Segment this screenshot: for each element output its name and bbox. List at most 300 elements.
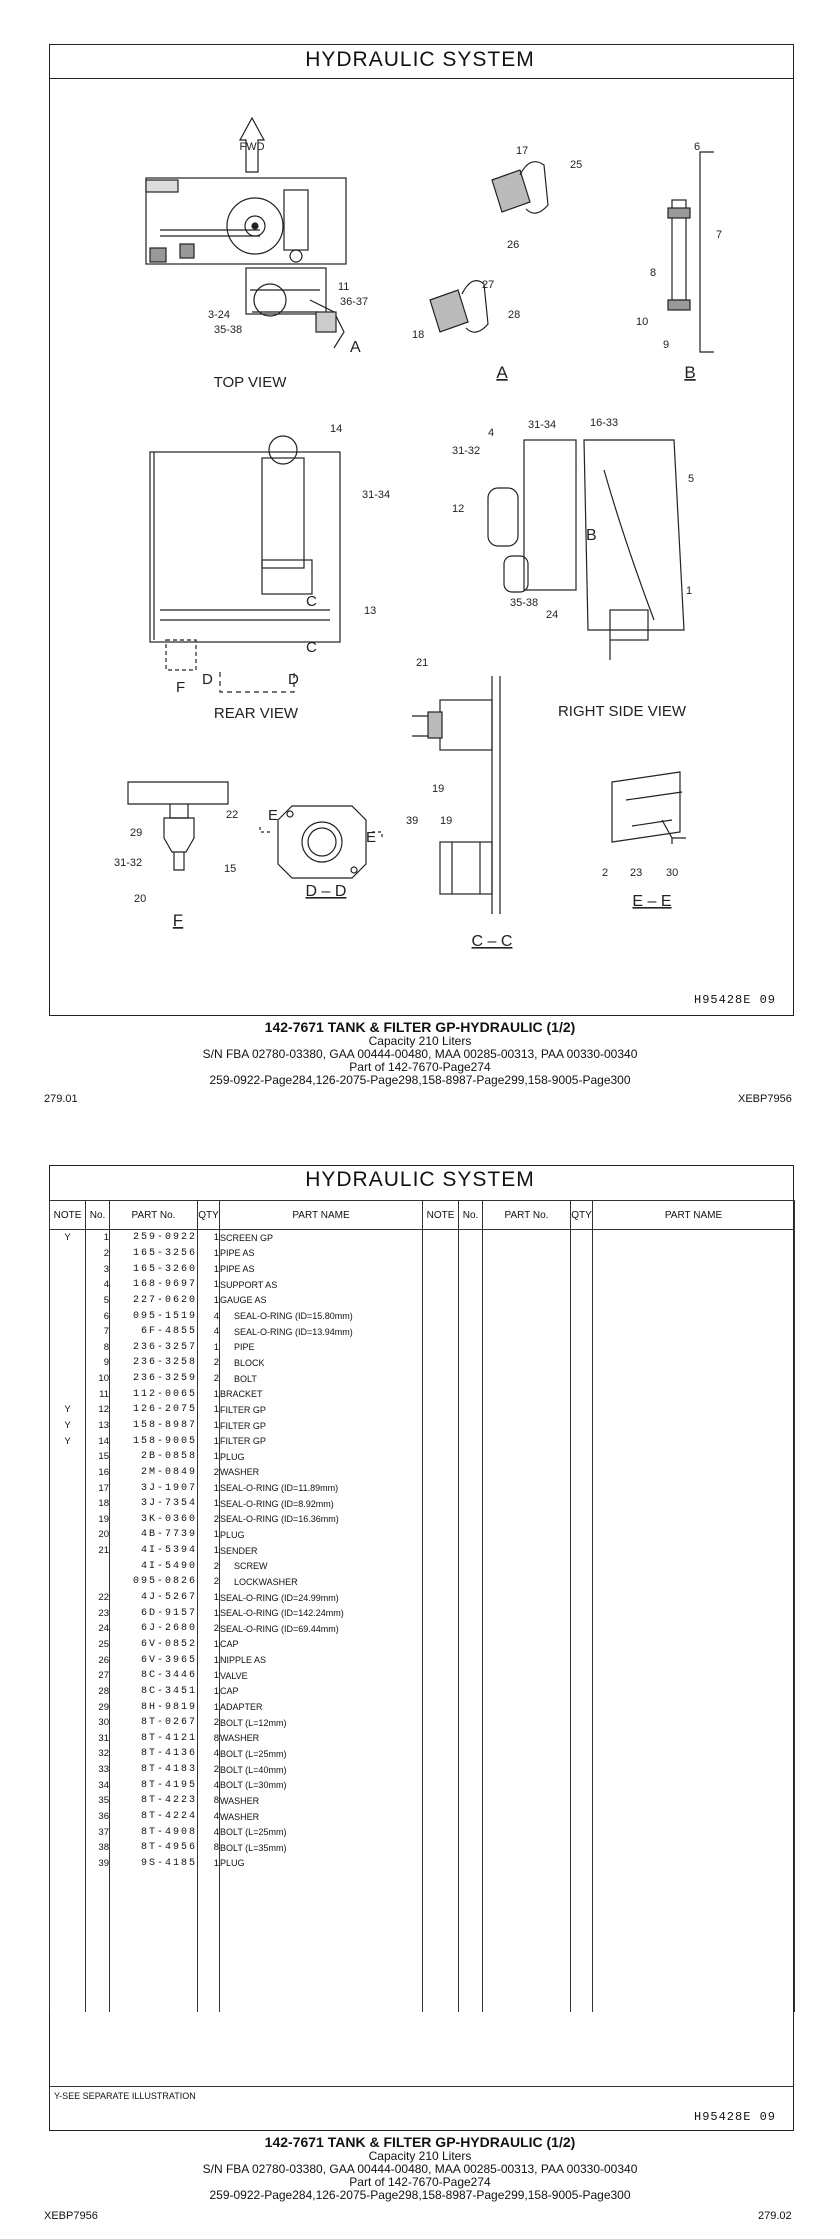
callout-29: 29	[130, 827, 143, 839]
empty-cell	[86, 1918, 110, 1934]
empty-cell	[220, 1903, 423, 1919]
cell-name: FILTER GP	[220, 1418, 423, 1434]
empty-cell	[459, 1449, 483, 1465]
empty-cell	[86, 1887, 110, 1903]
caption2-capacity: Capacity 210 Liters	[368, 2149, 472, 2163]
empty-cell	[459, 1230, 483, 1246]
cell-no: 34	[86, 1777, 110, 1793]
cell-no: 28	[86, 1684, 110, 1700]
view-b-label: B	[684, 363, 696, 382]
empty-cell	[423, 1605, 459, 1621]
empty-cell	[423, 1308, 459, 1324]
cell-name: LOCKWASHER	[220, 1574, 423, 1590]
empty-cell	[423, 1339, 459, 1355]
cell-qty: 4	[198, 1824, 220, 1840]
table-row-empty	[50, 1918, 795, 1934]
empty-cell	[483, 1731, 571, 1747]
cell-part: 8T-4121	[110, 1731, 198, 1747]
empty-cell	[86, 1949, 110, 1965]
empty-cell	[483, 1684, 571, 1700]
empty-cell	[110, 1903, 198, 1919]
empty-cell	[593, 1918, 795, 1934]
section-d-right: D	[288, 671, 299, 688]
cell-no: 19	[86, 1512, 110, 1528]
cell-no: 39	[86, 1856, 110, 1872]
empty-cell	[423, 1543, 459, 1559]
cell-part: 8C-3451	[110, 1684, 198, 1700]
cell-qty: 8	[198, 1793, 220, 1809]
cell-qty: 1	[198, 1605, 220, 1621]
detail-b-drawing	[668, 152, 714, 352]
empty-cell	[198, 1887, 220, 1903]
empty-cell	[423, 1246, 459, 1262]
empty-cell	[459, 1965, 483, 1981]
empty-cell	[423, 1355, 459, 1371]
empty-cell	[483, 1840, 571, 1856]
empty-cell	[571, 1856, 593, 1872]
empty-cell	[459, 1668, 483, 1684]
cell-qty: 1	[198, 1293, 220, 1309]
empty-cell	[459, 1246, 483, 1262]
detail-a-drawing	[430, 162, 548, 332]
empty-cell	[220, 1949, 423, 1965]
empty-cell	[423, 1324, 459, 1340]
empty-cell	[571, 1731, 593, 1747]
cell-note	[50, 1621, 86, 1637]
callout-30: 30	[666, 867, 679, 879]
empty-cell	[593, 1277, 795, 1293]
empty-cell	[459, 1512, 483, 1528]
empty-cell	[459, 1996, 483, 2012]
cell-no: 8	[86, 1339, 110, 1355]
caption2-title: 142-7671 TANK & FILTER GP-HYDRAULIC (1/2)	[264, 2134, 576, 2150]
cell-part: 8T-0267	[110, 1715, 198, 1731]
empty-cell	[483, 1418, 571, 1434]
empty-cell	[593, 1809, 795, 1825]
cell-name: BOLT (L=35mm)	[220, 1840, 423, 1856]
cell-note	[50, 1637, 86, 1653]
cell-no: 7	[86, 1324, 110, 1340]
cell-qty: 1	[198, 1449, 220, 1465]
cell-no: 3	[86, 1261, 110, 1277]
empty-cell	[423, 1480, 459, 1496]
empty-cell	[571, 1574, 593, 1590]
cell-no: 13	[86, 1418, 110, 1434]
cell-part: 158-9005	[110, 1433, 198, 1449]
footnote: Y-SEE SEPARATE ILLUSTRATION	[54, 2091, 196, 2101]
empty-cell	[423, 1824, 459, 1840]
empty-cell	[593, 1558, 795, 1574]
cell-no: 24	[86, 1621, 110, 1637]
empty-cell	[483, 1809, 571, 1825]
empty-cell	[423, 1949, 459, 1965]
callout-31-34-side: 31-34	[528, 419, 557, 431]
section-e-left: E	[268, 807, 279, 824]
callout-5: 5	[688, 473, 695, 485]
empty-cell	[110, 1965, 198, 1981]
cell-part: 9S-4185	[110, 1856, 198, 1872]
cell-part: 8T-4223	[110, 1793, 198, 1809]
table-row	[50, 1793, 795, 1809]
empty-cell	[50, 1903, 86, 1919]
table-row	[50, 1324, 795, 1340]
empty-cell	[110, 1918, 198, 1934]
cell-name: FILTER GP	[220, 1402, 423, 1418]
empty-cell	[459, 1418, 483, 1434]
empty-cell	[220, 1981, 423, 1997]
empty-cell	[459, 1840, 483, 1856]
table-row	[50, 1496, 795, 1512]
empty-cell	[483, 1355, 571, 1371]
empty-cell	[571, 1543, 593, 1559]
cell-note	[50, 1246, 86, 1262]
empty-cell	[459, 1543, 483, 1559]
callout-13: 13	[364, 605, 377, 617]
cell-note	[50, 1371, 86, 1387]
empty-cell	[571, 1308, 593, 1324]
cell-note	[50, 1824, 86, 1840]
cell-part: 165-3260	[110, 1261, 198, 1277]
empty-cell	[593, 1496, 795, 1512]
parts-table	[49, 1200, 795, 2012]
cell-name: WASHER	[220, 1465, 423, 1481]
cell-qty: 2	[198, 1465, 220, 1481]
empty-cell	[423, 1386, 459, 1402]
cell-note	[50, 1574, 86, 1590]
empty-cell	[50, 1887, 86, 1903]
empty-cell	[423, 1746, 459, 1762]
cell-qty: 4	[198, 1308, 220, 1324]
col-qty-2: QTY	[571, 1201, 593, 1230]
empty-cell	[423, 1715, 459, 1731]
empty-cell	[483, 1496, 571, 1512]
empty-cell	[483, 1433, 571, 1449]
empty-cell	[423, 1965, 459, 1981]
empty-cell	[483, 1277, 571, 1293]
empty-cell	[593, 1731, 795, 1747]
cell-no: 35	[86, 1793, 110, 1809]
cell-part: 8T-4224	[110, 1809, 198, 1825]
right-side-view-label: RIGHT SIDE VIEW	[557, 703, 687, 720]
cell-no: 11	[86, 1386, 110, 1402]
empty-cell	[198, 1981, 220, 1997]
cell-no	[86, 1558, 110, 1574]
cell-qty: 1	[198, 1339, 220, 1355]
cell-no: 27	[86, 1668, 110, 1684]
empty-cell	[571, 1293, 593, 1309]
cell-name: WASHER	[220, 1809, 423, 1825]
empty-cell	[459, 1871, 483, 1887]
cell-qty: 2	[198, 1512, 220, 1528]
empty-cell	[571, 1355, 593, 1371]
cell-note	[50, 1324, 86, 1340]
cell-name: SEAL-O-RING (ID=16.36mm)	[220, 1512, 423, 1528]
table-row	[50, 1824, 795, 1840]
cell-part: 112-0065	[110, 1386, 198, 1402]
cell-note	[50, 1543, 86, 1559]
empty-cell	[571, 1918, 593, 1934]
empty-cell	[593, 1324, 795, 1340]
empty-cell	[423, 1840, 459, 1856]
cell-part: 6J-2680	[110, 1621, 198, 1637]
empty-cell	[423, 1887, 459, 1903]
callout-6: 6	[694, 141, 701, 153]
empty-cell	[483, 1762, 571, 1778]
empty-cell	[483, 1386, 571, 1402]
cell-note	[50, 1684, 86, 1700]
cell-note	[50, 1856, 86, 1872]
cell-name: SEAL-O-RING (ID=69.44mm)	[220, 1621, 423, 1637]
empty-cell	[110, 1949, 198, 1965]
empty-cell	[50, 1965, 86, 1981]
empty-cell	[483, 1856, 571, 1872]
cell-note	[50, 1277, 86, 1293]
cell-note	[50, 1496, 86, 1512]
cell-name: BOLT (L=40mm)	[220, 1762, 423, 1778]
empty-cell	[459, 1277, 483, 1293]
empty-cell	[423, 1371, 459, 1387]
empty-cell	[50, 1949, 86, 1965]
callout-8: 8	[650, 267, 657, 279]
table-row	[50, 1715, 795, 1731]
empty-cell	[459, 1433, 483, 1449]
empty-cell	[459, 1746, 483, 1762]
empty-cell	[571, 1652, 593, 1668]
page1-caption	[0, 1019, 840, 1087]
empty-cell	[593, 1965, 795, 1981]
cell-part: 168-9697	[110, 1277, 198, 1293]
table-row	[50, 1277, 795, 1293]
cell-note	[50, 1699, 86, 1715]
empty-cell	[483, 1449, 571, 1465]
empty-cell	[571, 1777, 593, 1793]
empty-cell	[459, 1731, 483, 1747]
empty-cell	[459, 1527, 483, 1543]
cell-part: 236-3257	[110, 1339, 198, 1355]
empty-cell	[459, 1887, 483, 1903]
empty-cell	[423, 1684, 459, 1700]
col-note: NOTE	[50, 1201, 86, 1230]
cell-no: 9	[86, 1355, 110, 1371]
cell-name: BOLT (L=30mm)	[220, 1777, 423, 1793]
caption-serials: S/N FBA 02780-03380, GAA 00444-00480, MAA 00285-00313, PAA 00330-00340	[202, 1047, 638, 1061]
empty-cell	[571, 1824, 593, 1840]
empty-cell	[220, 1934, 423, 1950]
cell-no: 2	[86, 1246, 110, 1262]
empty-cell	[593, 1856, 795, 1872]
cell-name: SEAL-O-RING (ID=13.94mm)	[220, 1324, 423, 1340]
table-row	[50, 1418, 795, 1434]
cell-qty: 1	[198, 1261, 220, 1277]
col-no-2: No.	[459, 1201, 483, 1230]
empty-cell	[459, 1949, 483, 1965]
empty-cell	[571, 1809, 593, 1825]
empty-cell	[459, 1809, 483, 1825]
cell-part: 4I-5394	[110, 1543, 198, 1559]
cell-name: BLOCK	[220, 1355, 423, 1371]
empty-cell	[423, 1449, 459, 1465]
section-dd-drawing	[260, 806, 382, 878]
empty-cell	[593, 1308, 795, 1324]
cell-part: 6D-9157	[110, 1605, 198, 1621]
callout-10: 10	[636, 316, 649, 328]
cell-note	[50, 1261, 86, 1277]
empty-cell	[593, 1355, 795, 1371]
empty-cell	[423, 1512, 459, 1528]
cell-name: SCREW	[220, 1558, 423, 1574]
empty-cell	[483, 1965, 571, 1981]
view-f-label: F	[172, 911, 184, 930]
cell-qty: 2	[198, 1621, 220, 1637]
empty-cell	[593, 1699, 795, 1715]
col-part-name: PART NAME	[220, 1201, 423, 1230]
empty-cell	[571, 1371, 593, 1387]
cell-qty: 1	[198, 1246, 220, 1262]
empty-cell	[571, 1887, 593, 1903]
table-row	[50, 1574, 795, 1590]
empty-cell	[86, 1996, 110, 2012]
empty-cell	[459, 1856, 483, 1872]
cell-note	[50, 1355, 86, 1371]
cell-name: BOLT (L=25mm)	[220, 1824, 423, 1840]
callout-24: 24	[546, 609, 559, 621]
cell-name: ADAPTER	[220, 1699, 423, 1715]
cell-note	[50, 1840, 86, 1856]
empty-cell	[86, 1934, 110, 1950]
table-row-empty	[50, 1965, 795, 1981]
callout-7: 7	[716, 229, 723, 241]
empty-cell	[459, 1480, 483, 1496]
empty-cell	[571, 1402, 593, 1418]
empty-cell	[593, 1543, 795, 1559]
empty-cell	[571, 1246, 593, 1262]
cell-note	[50, 1605, 86, 1621]
empty-cell	[86, 1903, 110, 1919]
callout-28: 28	[508, 309, 521, 321]
empty-cell	[593, 1527, 795, 1543]
cell-part: 259-0922	[110, 1230, 198, 1246]
empty-cell	[571, 1465, 593, 1481]
cell-name: PIPE	[220, 1339, 423, 1355]
empty-cell	[593, 1668, 795, 1684]
callout-22: 22	[226, 809, 239, 821]
empty-cell	[423, 1574, 459, 1590]
cell-note	[50, 1308, 86, 1324]
empty-cell	[593, 1684, 795, 1700]
section-ee-drawing	[612, 772, 686, 844]
page-number-left: 279.01	[44, 1093, 78, 1105]
cell-part: 095-0826	[110, 1574, 198, 1590]
empty-cell	[483, 1887, 571, 1903]
empty-cell	[593, 1433, 795, 1449]
cell-name: SCREEN GP	[220, 1230, 423, 1246]
empty-cell	[459, 1402, 483, 1418]
cell-qty: 1	[198, 1699, 220, 1715]
cell-no: 36	[86, 1809, 110, 1825]
empty-cell	[571, 1512, 593, 1528]
cell-qty: 2	[198, 1558, 220, 1574]
empty-cell	[571, 1871, 593, 1887]
cell-qty: 1	[198, 1480, 220, 1496]
cell-part: 4I-5490	[110, 1558, 198, 1574]
table-row	[50, 1543, 795, 1559]
empty-cell	[483, 1871, 571, 1887]
cell-name: PIPE AS	[220, 1246, 423, 1262]
cell-qty: 1	[198, 1527, 220, 1543]
cell-no: 30	[86, 1715, 110, 1731]
table-row-empty	[50, 1871, 795, 1887]
cell-part: 4B-7739	[110, 1527, 198, 1543]
table-row	[50, 1637, 795, 1653]
illustration-code: H95428E 09	[694, 993, 777, 1007]
empty-cell	[571, 1277, 593, 1293]
cell-no: 31	[86, 1731, 110, 1747]
cell-qty: 2	[198, 1371, 220, 1387]
empty-cell	[571, 1449, 593, 1465]
callout-31-34: 31-34	[362, 489, 391, 501]
empty-cell	[110, 1934, 198, 1950]
cell-name: CAP	[220, 1684, 423, 1700]
page2-caption	[0, 2134, 840, 2202]
cell-name: SEAL-O-RING (ID=15.80mm)	[220, 1308, 423, 1324]
empty-cell	[198, 1871, 220, 1887]
empty-cell	[483, 1903, 571, 1919]
cell-no: 20	[86, 1527, 110, 1543]
cell-note	[50, 1590, 86, 1606]
table-row	[50, 1684, 795, 1700]
empty-cell	[198, 1965, 220, 1981]
cell-no	[86, 1574, 110, 1590]
empty-cell	[571, 1762, 593, 1778]
empty-cell	[483, 1261, 571, 1277]
col-part-no: PART No.	[110, 1201, 198, 1230]
page-title: HYDRAULIC SYSTEM	[305, 48, 535, 71]
cell-qty: 1	[198, 1496, 220, 1512]
empty-cell	[593, 1293, 795, 1309]
cell-part: 8T-4136	[110, 1746, 198, 1762]
empty-cell	[220, 1965, 423, 1981]
empty-cell	[423, 1621, 459, 1637]
parts-illustration-code: H95428E 09	[694, 2110, 777, 2124]
table-row	[50, 1246, 795, 1262]
cell-no: 38	[86, 1840, 110, 1856]
empty-cell	[593, 1824, 795, 1840]
empty-cell	[50, 1981, 86, 1997]
empty-cell	[593, 1418, 795, 1434]
empty-cell	[459, 1699, 483, 1715]
footnote-divider	[49, 2086, 794, 2087]
page-number-right: XEBP7956	[738, 1093, 792, 1105]
cell-qty: 4	[198, 1324, 220, 1340]
callout-2: 2	[602, 867, 609, 879]
cell-qty: 1	[198, 1418, 220, 1434]
page2-number-right: 279.02	[758, 2210, 792, 2222]
cell-qty: 1	[198, 1856, 220, 1872]
cell-part: 227-0620	[110, 1293, 198, 1309]
empty-cell	[459, 1324, 483, 1340]
empty-cell	[86, 1965, 110, 1981]
empty-cell	[571, 1981, 593, 1997]
empty-cell	[423, 1433, 459, 1449]
view-a-label: A	[496, 363, 508, 382]
empty-cell	[483, 1465, 571, 1481]
cell-note: Y	[50, 1230, 86, 1246]
empty-cell	[593, 1386, 795, 1402]
empty-cell	[198, 1949, 220, 1965]
caption-capacity: Capacity 210 Liters	[368, 1034, 472, 1048]
cell-note	[50, 1652, 86, 1668]
section-f-label: F	[176, 679, 186, 696]
